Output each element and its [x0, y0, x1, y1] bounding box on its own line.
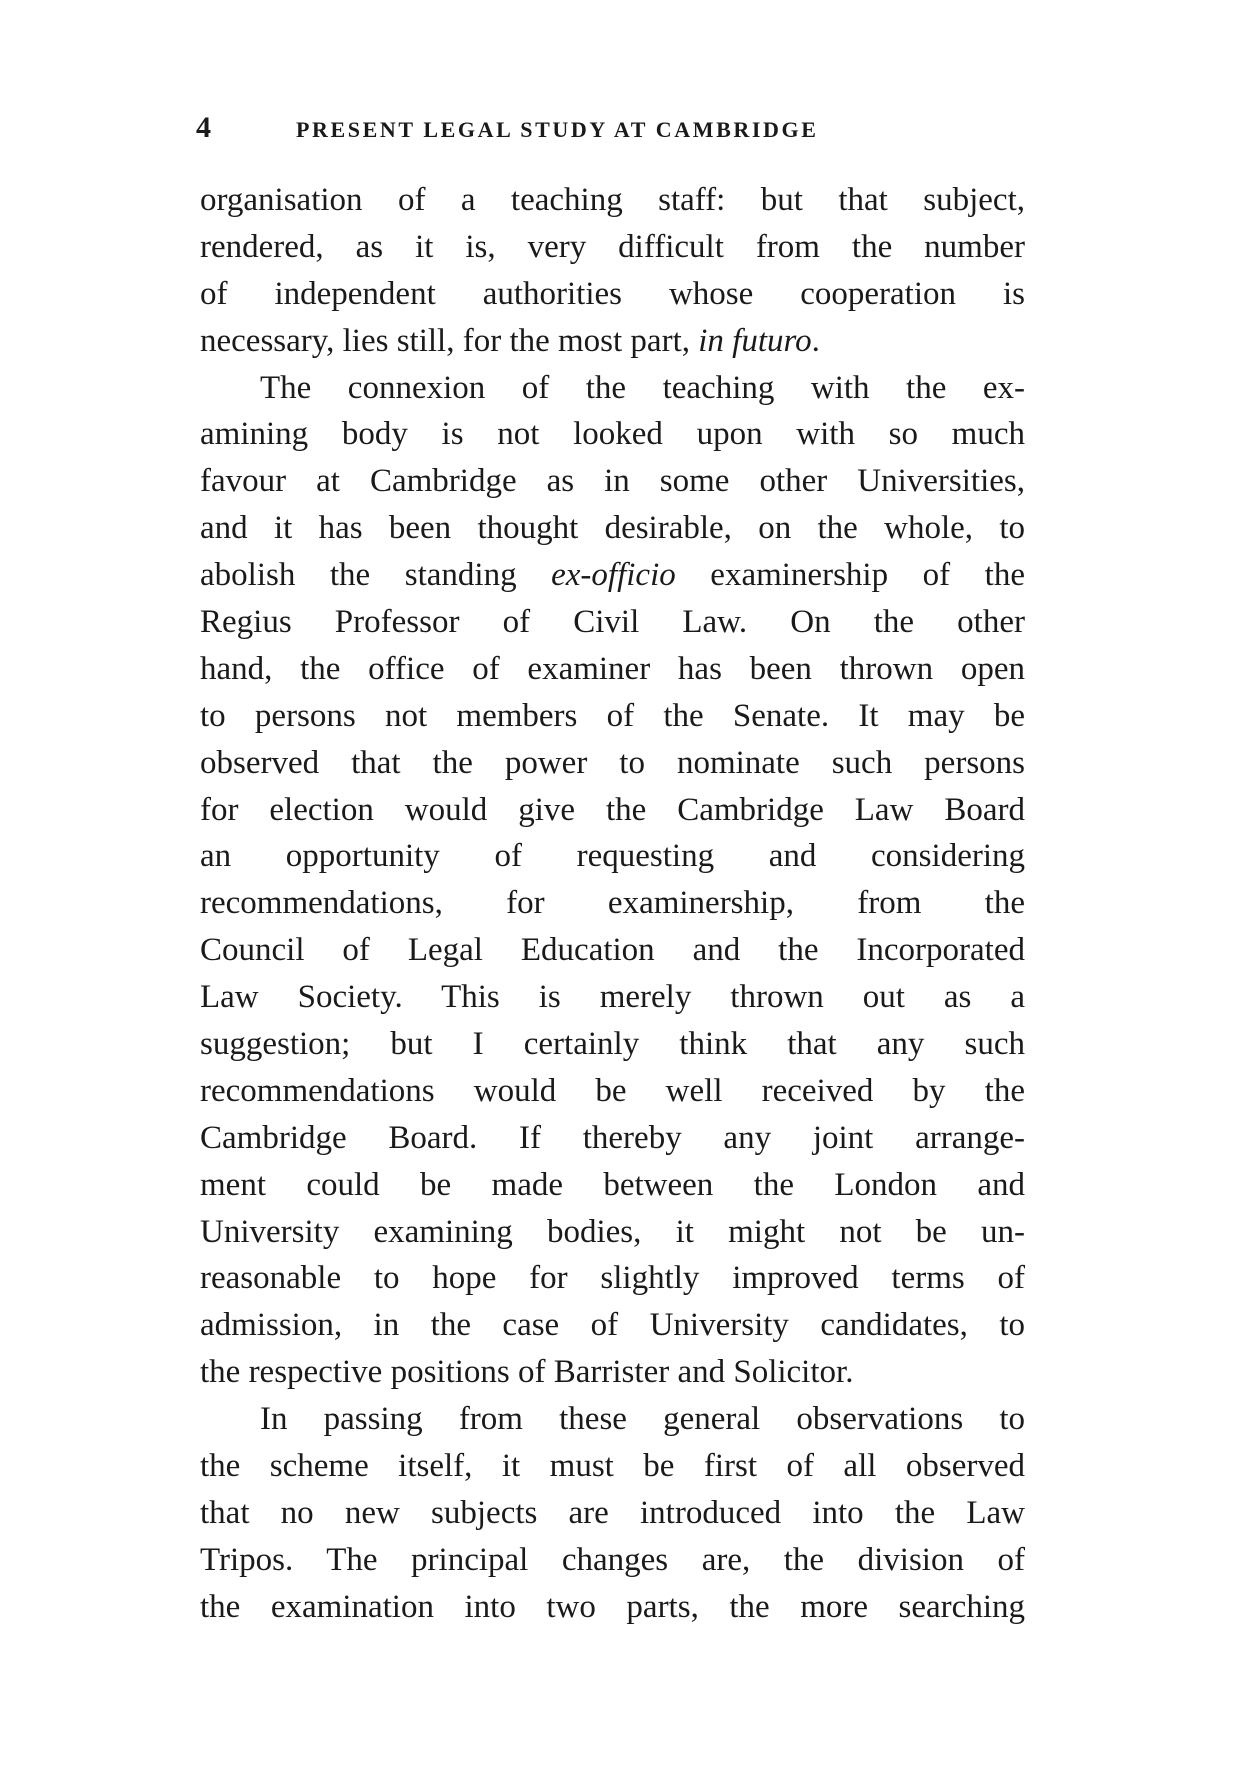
- text-line: the scheme itself, it must be first of all observed: [200, 1448, 1025, 1485]
- running-title: PRESENT LEGAL STUDY AT CAMBRIDGE: [296, 117, 819, 142]
- text-line: reasonable to hope for slightly improved terms of: [200, 1260, 1025, 1297]
- text-line: of independent authorities whose cooperation is: [200, 275, 1025, 312]
- text-line: admission, in the case of University candidates, to: [200, 1307, 1025, 1344]
- text-line: that no new subjects are introduced into the Law: [200, 1494, 1025, 1531]
- text-line: to persons not members of the Senate. It may be: [200, 697, 1025, 734]
- text-line: Cambridge Board. If thereby any joint arrange-: [200, 1119, 1025, 1156]
- text-line: suggestion; but I certainly think that any such: [200, 1026, 1025, 1063]
- text-line: recommendations would be well received by the: [200, 1072, 1025, 1109]
- italic-phrase: ex-officio: [551, 557, 676, 594]
- text-line: Council of Legal Education and the Incorporated: [200, 932, 1025, 969]
- text-line: observed that the power to nominate such persons: [200, 744, 1025, 781]
- text-line: Law Society. This is merely thrown out as a: [200, 979, 1025, 1016]
- text-line: recommendations, for examinership, from the: [200, 885, 1025, 922]
- italic-phrase: in futuro: [698, 322, 812, 359]
- text-line: ment could be made between the London and: [200, 1166, 1025, 1203]
- text-line: favour at Cambridge as in some other Universities,: [200, 463, 1025, 500]
- text-line: and it has been thought desirable, on the whole, to: [200, 510, 1025, 547]
- text-line: for election would give the Cambridge Law Board: [200, 791, 1025, 828]
- text-line: an opportunity of requesting and considering: [200, 838, 1025, 875]
- text-line: Regius Professor of Civil Law. On the other: [200, 604, 1025, 641]
- text-line: University examining bodies, it might not be un-: [200, 1213, 1025, 1250]
- text-line: hand, the office of examiner has been thrown open: [200, 650, 1025, 687]
- body-text: [200, 177, 1025, 1631]
- text-line: abolish the standing ex-officio examinership of the: [200, 557, 1025, 594]
- text-line: the respective positions of Barrister and Solicitor.: [200, 1354, 854, 1391]
- paragraph-first-line: The connexion of the teaching with the ex-: [260, 369, 1025, 406]
- page-number: 4: [196, 111, 211, 144]
- text-line: the examination into two parts, the more searching: [200, 1588, 1025, 1625]
- text-line: rendered, as it is, very difficult from the number: [200, 228, 1025, 265]
- paragraph-first-line: In passing from these general observations to: [260, 1401, 1025, 1438]
- running-head: [196, 108, 1026, 148]
- text-line: amining body is not looked upon with so much: [200, 416, 1025, 453]
- text-line: organisation of a teaching staff: but that subject,: [200, 182, 1025, 218]
- text-line: necessary, lies still, for the most part, in futuro.: [200, 322, 820, 359]
- text-line: Tripos. The principal changes are, the division of: [200, 1541, 1025, 1578]
